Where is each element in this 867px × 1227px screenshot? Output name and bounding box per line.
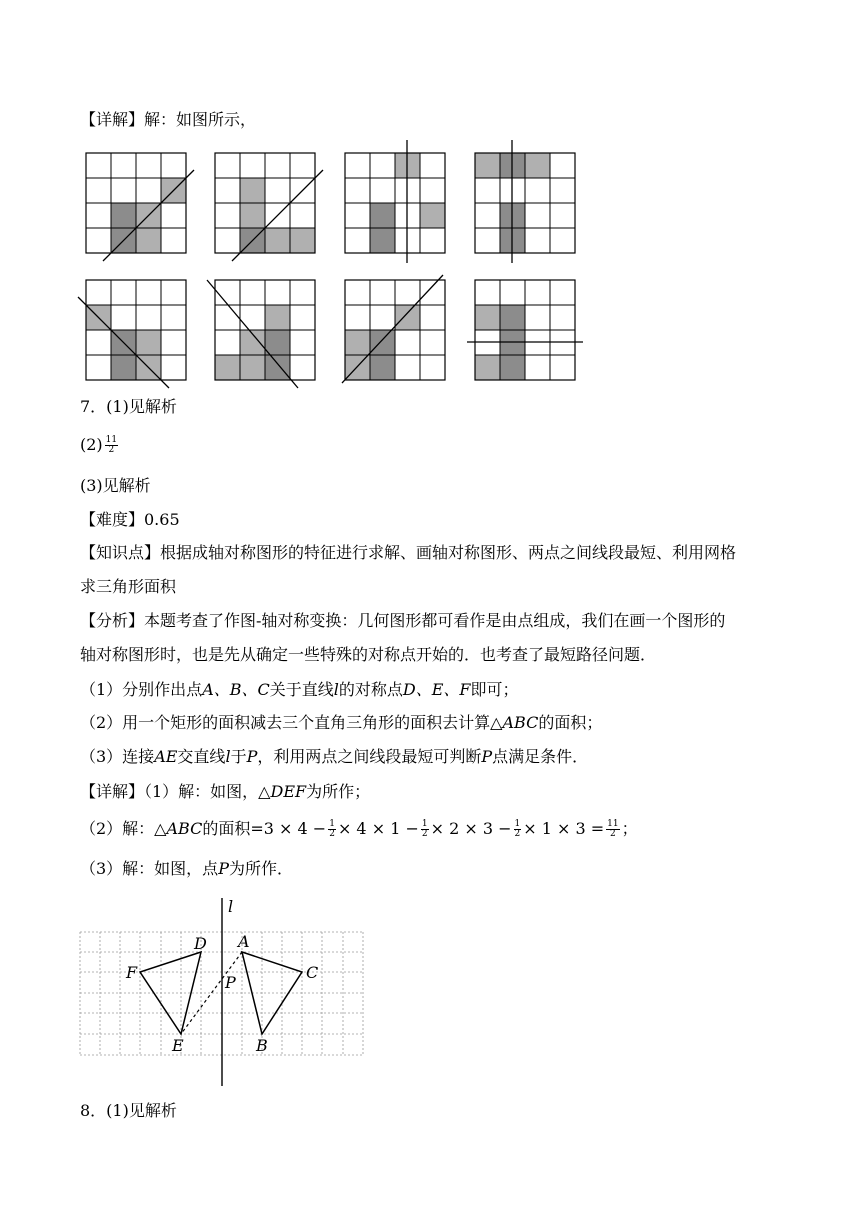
grid-1 (86, 153, 194, 261)
label-A: A (238, 932, 250, 951)
knowledge-line-1: 【知识点】根据成轴对称图形的特征进行求解、画轴对称图形、两点之间线段最短、利用网格 (80, 543, 737, 562)
step-3: （3）连接AE交直线l于P，利用两点之间线段最短可判断P点满足条件． (80, 747, 589, 766)
label-P: P (225, 973, 236, 992)
grid-8 (467, 280, 583, 380)
analysis-line-1: 【分析】本题考查了作图-轴对称变换：几何图形都可看作是由点组成，我们在画一个图形的 (80, 611, 726, 630)
symmetry-grids (0, 140, 867, 440)
grid-4 (475, 140, 575, 263)
grid-3 (345, 140, 445, 263)
label-F: F (126, 963, 138, 982)
difficulty: 【难度】0.65 (80, 510, 180, 529)
analysis-line-2: 轴对称图形时，也是先从确定一些特殊的对称点开始的．也考查了最短路径问题． (80, 645, 657, 664)
label-B: B (256, 1036, 268, 1055)
step-2: （2）用一个矩形的面积减去三个直角三角形的面积去计算△ABC的面积； (80, 713, 603, 732)
q7-part3: (3)见解析 (80, 476, 151, 495)
label-D: D (194, 934, 207, 953)
label-E: E (172, 1036, 184, 1055)
q7-part2: (2) $\frac{11}{2}$ (80, 435, 118, 455)
grid-2 (215, 153, 323, 261)
grid-6 (207, 280, 315, 388)
grid-7 (342, 275, 445, 383)
detail-1: 【详解】（1）解：如图，△DEF为所作； (80, 782, 371, 801)
q7-part1: 7．(1)见解析 (80, 397, 177, 416)
detail-2: （2）解：△ABC的面积=3 × 4 − $\frac{1}{2}$ × 4 × 1 − $\frac{1}{2}$ × 2 × 3 − $\frac{1}{2}$ × 1 × 3 = $\frac{11}{2}$ ； (80, 819, 638, 839)
label-C: C (306, 963, 319, 982)
q8-part1: 8．(1)见解析 (80, 1101, 177, 1120)
step-1: （1）分别作出点A、B、C关于直线l的对称点D、E、F即可； (80, 680, 519, 699)
fraction-11-2: $\frac{11}{2}$ (105, 435, 118, 455)
label-l: l (228, 897, 234, 916)
intro-line: 【详解】解：如图所示， (80, 110, 257, 129)
reflection-figure (0, 893, 867, 1093)
detail-3: （3）解：如图，点P为所作． (80, 859, 293, 878)
grid-5 (78, 280, 186, 388)
knowledge-line-2: 求三角形面积 (80, 577, 177, 596)
